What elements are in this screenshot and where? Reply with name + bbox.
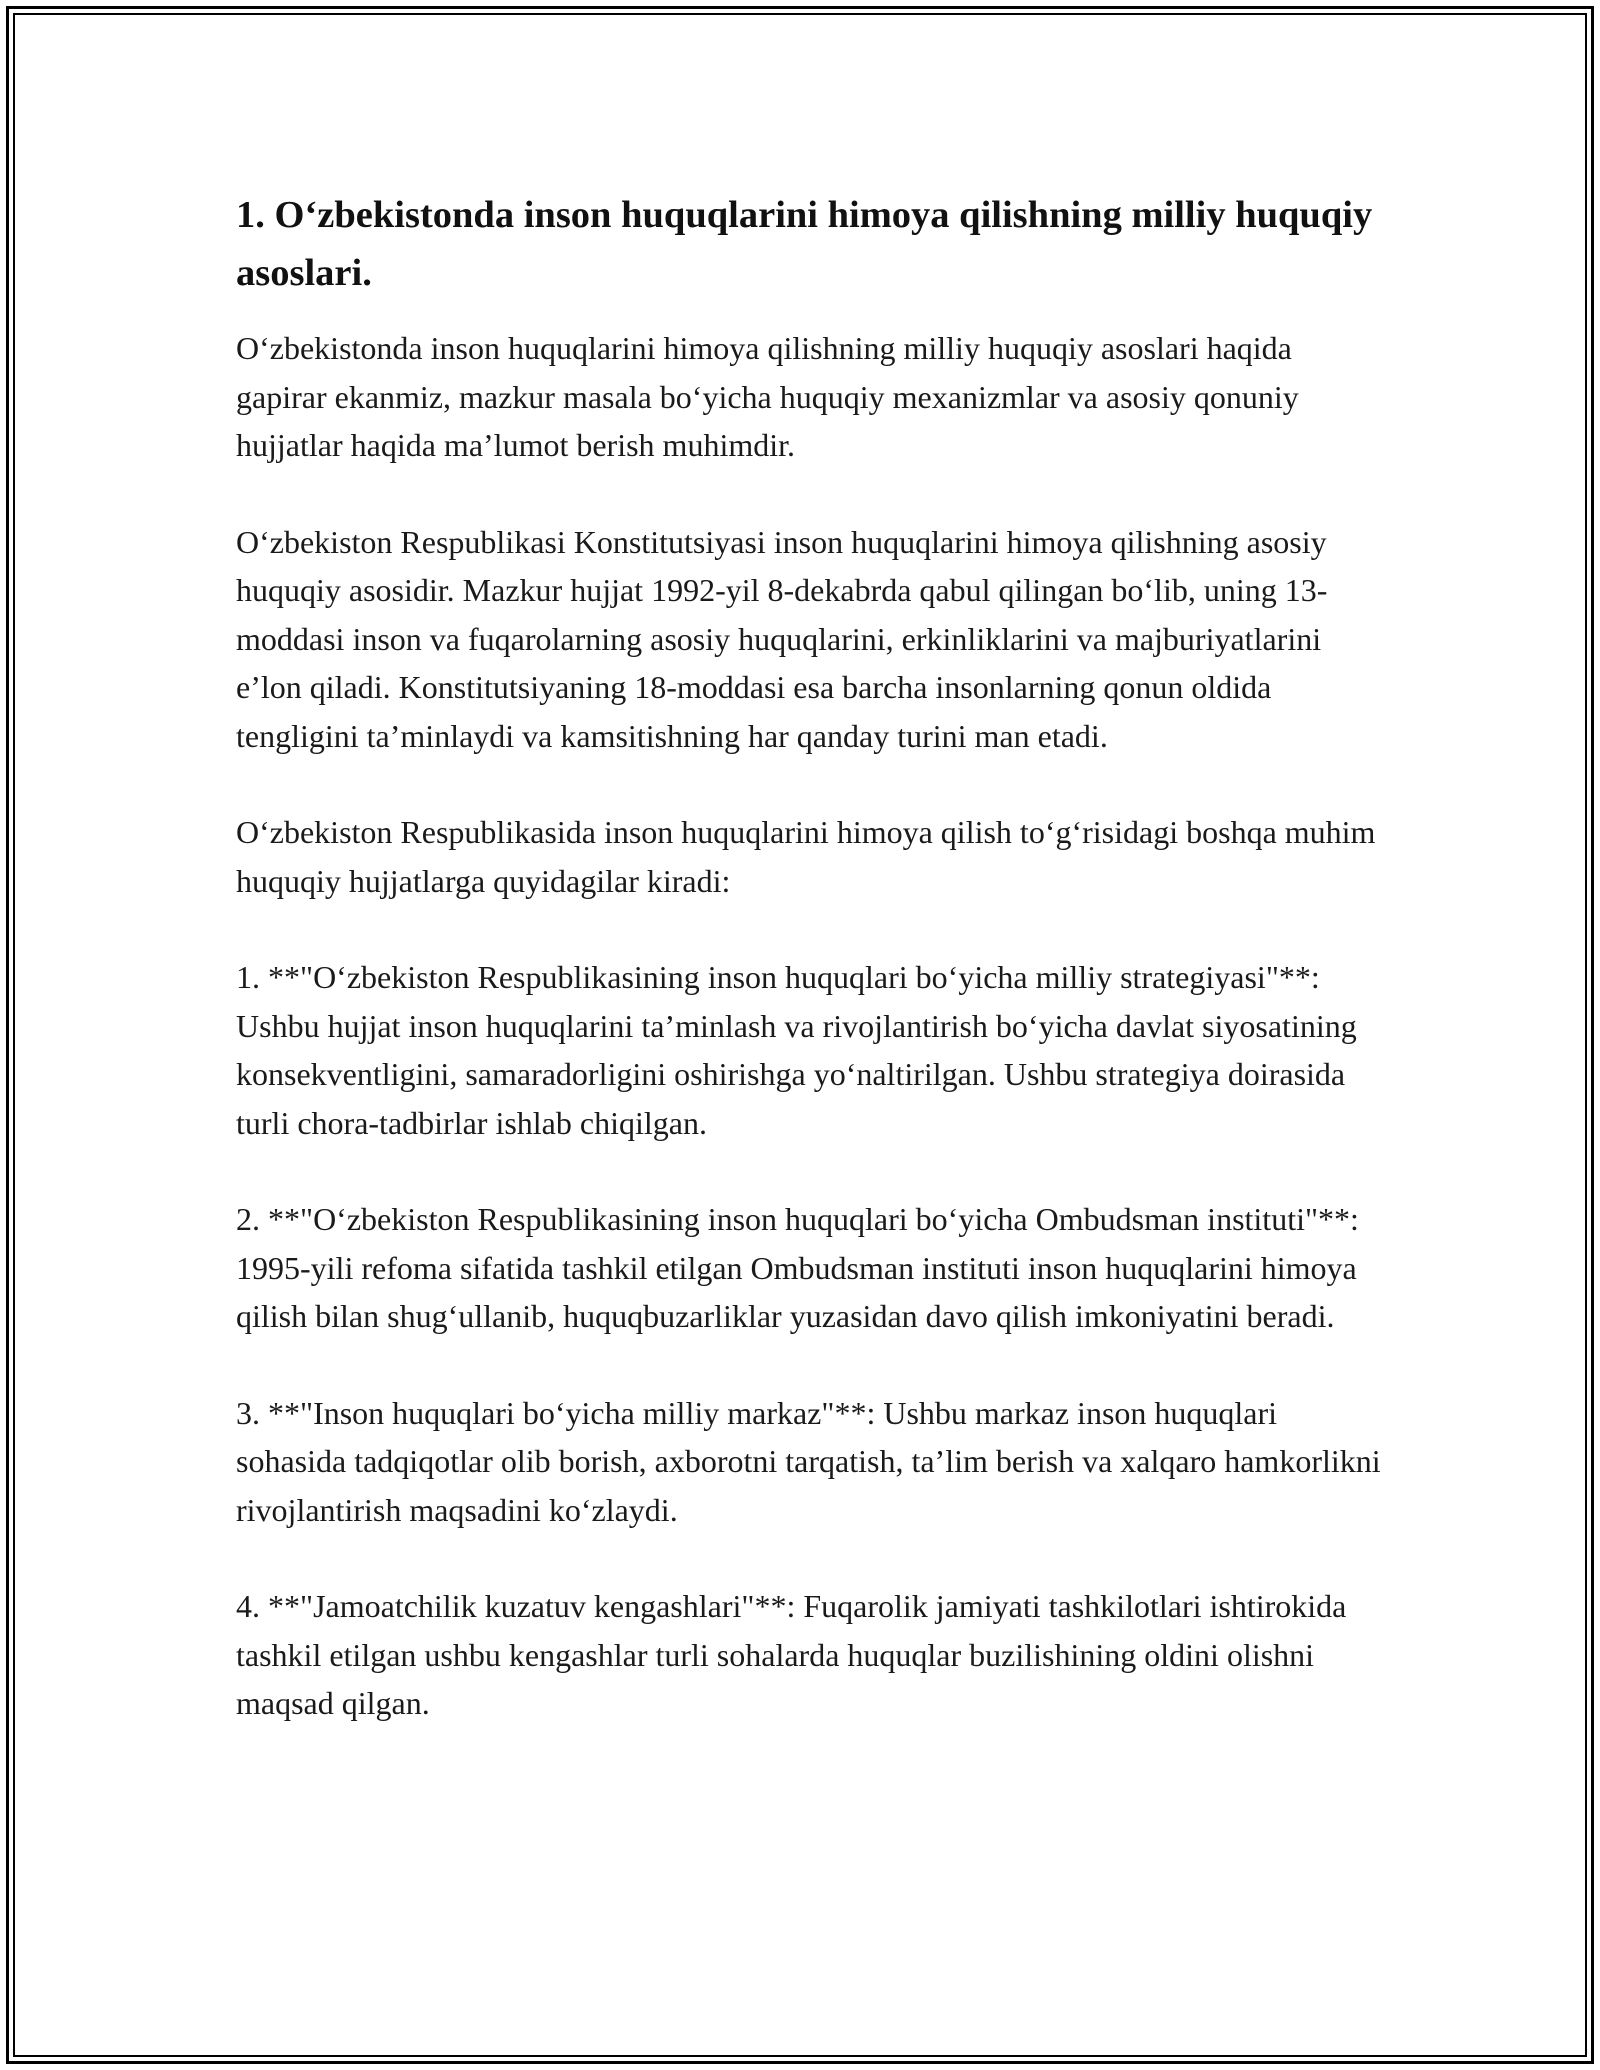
document-title: 1. O‘zbekistonda inson huquqlarini himoya qilishning milliy huquqiy asoslari.: [236, 194, 1373, 294]
paragraph-list-intro: O‘zbekiston Respublikasida inson huquqlarini himoya qilish to‘g‘risidagi boshqa muhim huquqiy hujjatlarga quyidagilar kiradi:: [236, 814, 1376, 899]
list-item-national-centre: 3. **"Inson huquqlari bo‘yicha milliy markaz"**: Ushbu markaz inson huquqlari sohasida tadqiqotlar olib borish, axborotni tarqatish, ta’lim berish va xalqaro hamkorlikni rivojlantirish maqsadini ko‘zlaydi.: [236, 1394, 1381, 1528]
paragraph-constitution: O‘zbekiston Respublikasi Konstitutsiyasi inson huquqlarini himoya qilishning asosiy huquqiy asosidir. Mazkur hujjat 1992-yil 8-dekabrda qabul qilingan bo‘lib, uning 13-moddasi inson va fuqarolarning asosiy huquqlarini, erkinliklarini va majburiyatlarini e’lon qiladi. Konstitutsiyaning 18-moddasi esa barcha insonlarning qonun oldida tengligini ta’minlaydi va kamsitishning har qanday turini man etadi.: [236, 523, 1328, 754]
list-item-ombudsman: 2. **"O‘zbekiston Respublikasining inson huquqlari bo‘yicha Ombudsman instituti"**: 1995-yili refoma sifatida tashkil etilgan Ombudsman instituti inson huquqlarini himoya qilish bilan shug‘ullanib, huquqbuzarliklar yuzasidan davo qilish imkoniyatini beradi.: [236, 1201, 1359, 1334]
document-body: [236, 186, 1386, 1728]
list-item-public-councils: 4. **"Jamoatchilik kuzatuv kengashlari"**: Fuqarolik jamiyati tashkilotlari ishtirokida tashkil etilgan ushbu kengashlar turli sohalarda huquqlar buzilishining oldini olishni maqsad qilgan.: [236, 1588, 1347, 1721]
paragraph-intro: O‘zbekistonda inson huquqlarini himoya qilishning milliy huquqiy asoslari haqida gapirar ekanmiz, mazkur masala bo‘yicha huquqiy mexanizmlar va asosiy qonuniy hujjatlar haqida ma’lumot berish muhimdir.: [236, 330, 1299, 463]
list-item-national-strategy: 1. **"O‘zbekiston Respublikasining inson huquqlari bo‘yicha milliy strategiyasi"**: Ushbu hujjat inson huquqlarini ta’minlash va rivojlantirish bo‘yicha davlat siyosatining konsekventligini, samaradorligini oshirishga yo‘naltirilgan. Ushbu strategiya doirasida turli chora-tadbirlar ishlab chiqilgan.: [236, 959, 1357, 1141]
